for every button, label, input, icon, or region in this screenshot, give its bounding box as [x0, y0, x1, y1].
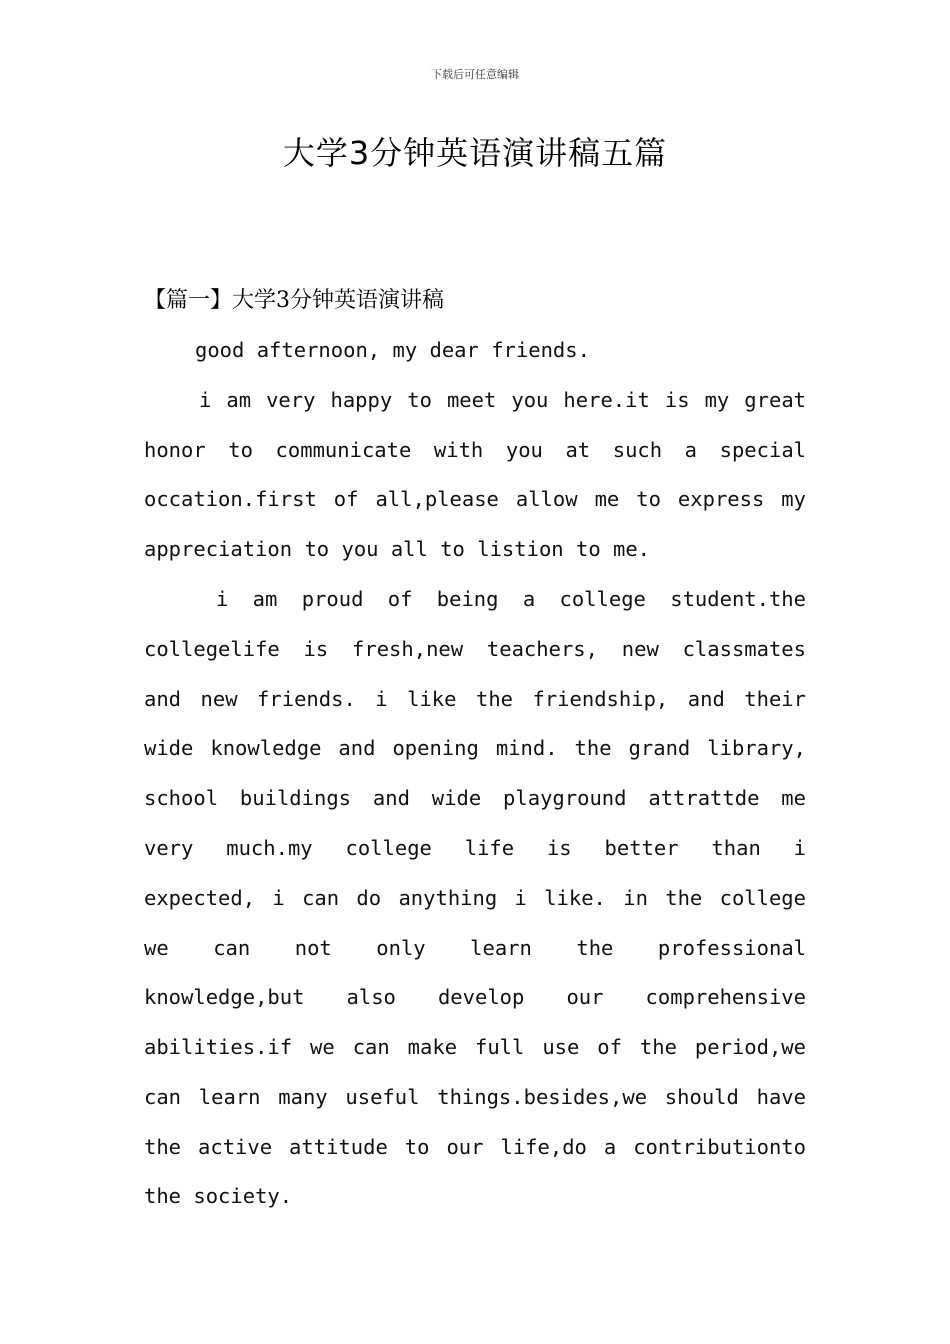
paragraph-line: appreciation to you all to listion to me.: [144, 537, 651, 561]
paragraph-line: collegelife is fresh,new teachers, new classmates: [144, 637, 806, 661]
paragraph-line: honor to communicate with you at such a special: [144, 438, 806, 462]
paragraph-line: occation.first of all,please allow me to express my: [144, 487, 806, 511]
paragraph-line: knowledge,but also develop our comprehensive: [144, 985, 806, 1009]
paragraph-line: i am very happy to meet you here.it is my great: [199, 388, 806, 412]
paragraph-line: expected, i can do anything i like. in the college: [144, 886, 806, 910]
paragraph-line: and new friends. i like the friendship, and their: [144, 687, 806, 711]
paragraph-line: school buildings and wide playground attrattde me: [144, 786, 806, 810]
paragraph-line: i am proud of being a college student.the: [216, 587, 806, 611]
section-heading: 【篇一】大学3分钟英语演讲稿: [144, 288, 444, 313]
document-title: 大学3分钟英语演讲稿五篇: [282, 134, 668, 172]
paragraph-line: good afternoon, my dear friends.: [195, 338, 590, 362]
paragraph-line: very much.my college life is better than i: [144, 836, 806, 860]
paragraph-line: we can not only learn the professional: [144, 936, 806, 960]
paragraph-line: abilities.if we can make full use of the period,we: [144, 1035, 806, 1059]
paragraph-line: the active attitude to our life,do a contributionto: [144, 1135, 806, 1159]
paragraph-line: wide knowledge and opening mind. the grand library,: [144, 736, 806, 760]
paragraph-line: can learn many useful things.besides,we should have: [144, 1085, 806, 1109]
header-note: 下载后可任意编辑: [431, 68, 519, 81]
paragraph-line: the society.: [144, 1184, 293, 1208]
